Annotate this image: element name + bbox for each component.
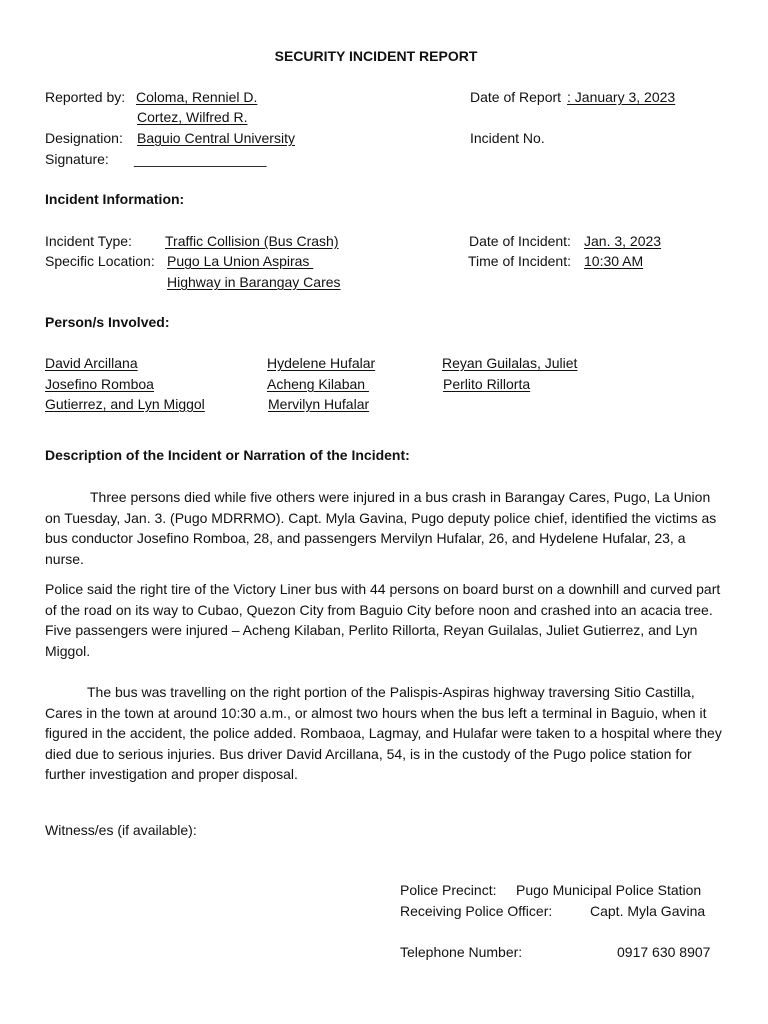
reported-by-name-2: Cortez, Wilfred R. (137, 109, 248, 125)
location-value-2: Highway in Barangay Cares (167, 274, 341, 290)
location-value-1: Pugo La Union Aspiras (167, 253, 314, 269)
person-name: Acheng Kilaban (267, 376, 369, 392)
signature-line: _________________ (134, 151, 267, 167)
date-of-report-label: Date of Report (470, 89, 562, 105)
incident-time-value: 10:30 AM (584, 253, 644, 269)
incident-type-value: Traffic Collision (Bus Crash) (165, 233, 339, 249)
precinct-value: Pugo Municipal Police Station (516, 882, 702, 898)
description-heading: Description of the Incident or Narration of the Incident: (45, 447, 410, 463)
person-name: Hydelene Hufalar (267, 355, 376, 371)
persons-heading: Person/s Involved: (45, 314, 170, 330)
description-paragraph-2: Police said the right tire of the Victory Liner bus with 44 persons on board burst on a downhill and curved part of the road on its way to Cubao, Quezon City from Baguio City before noon and crashed into an acacia tree. Five passengers were injured – Acheng Kilaban, Perlito Rillorta, Reyan Guilalas, Juliet Gutierrez, and Lyn Miggol. (45, 581, 721, 659)
witness-label: Witness/es (if available): (45, 822, 197, 838)
incident-info-heading: Incident Information: (45, 191, 185, 207)
location-label: Specific Location: (45, 253, 155, 269)
person-name: Gutierrez, and Lyn Miggol (45, 396, 205, 412)
date-of-report-value: : January 3, 2023 (567, 89, 676, 105)
person-name: Reyan Guilalas, Juliet (442, 355, 578, 371)
person-name: David Arcillana (45, 355, 138, 371)
officer-label: Receiving Police Officer: (400, 903, 553, 919)
description-paragraph-3: The bus was travelling on the right portion of the Palispis-Aspiras highway traversing Sitio Castilla, Cares in the town at around 10:30 a.m., or almost two hours when the bus left a terminal in Baguio, when it figured in the accident, the police added. Rombaoa, Lagmay, and Hulafar were taken to a hospital where they died due to serious injuries. Bus driver David Arcillana, 54, is in the custody of the Pugo police station for further investigation and proper disposal. (45, 684, 722, 783)
telephone-label: Telephone Number: (400, 944, 523, 960)
reported-by-label: Reported by: (45, 89, 126, 105)
signature-label: Signature: (45, 151, 109, 167)
incident-date-value: Jan. 3, 2023 (584, 233, 662, 249)
incident-date-label: Date of Incident: (469, 233, 571, 249)
description-paragraph-1: Three persons died while five others were injured in a bus crash in Barangay Cares, Pugo, La Union on Tuesday, Jan. 3. (Pugo MDRRMO). Capt. Myla Gavina, Pugo deputy police chief, identified the victims as bus conductor Josefino Romboa, 28, and passengers Mervilyn Hufalar, 26, and Hydelene Hufalar, 23, a nurse. (45, 489, 717, 567)
incident-type-label: Incident Type: (45, 233, 132, 249)
incident-time-label: Time of Incident: (468, 253, 571, 269)
person-name: Mervilyn Hufalar (268, 396, 370, 412)
person-name: Perlito Rillorta (443, 376, 531, 392)
reported-by-name-1: Coloma, Renniel D. (136, 89, 258, 105)
page-title: SECURITY INCIDENT REPORT (274, 48, 478, 64)
officer-value: Capt. Myla Gavina (590, 903, 706, 919)
designation-value: Baguio Central University (137, 130, 295, 146)
person-name: Josefino Romboa (45, 376, 154, 392)
precinct-label: Police Precinct: (400, 882, 497, 898)
telephone-value: 0917 630 8907 (617, 944, 711, 960)
designation-label: Designation: (45, 130, 123, 146)
incident-no-label: Incident No. (470, 130, 545, 146)
